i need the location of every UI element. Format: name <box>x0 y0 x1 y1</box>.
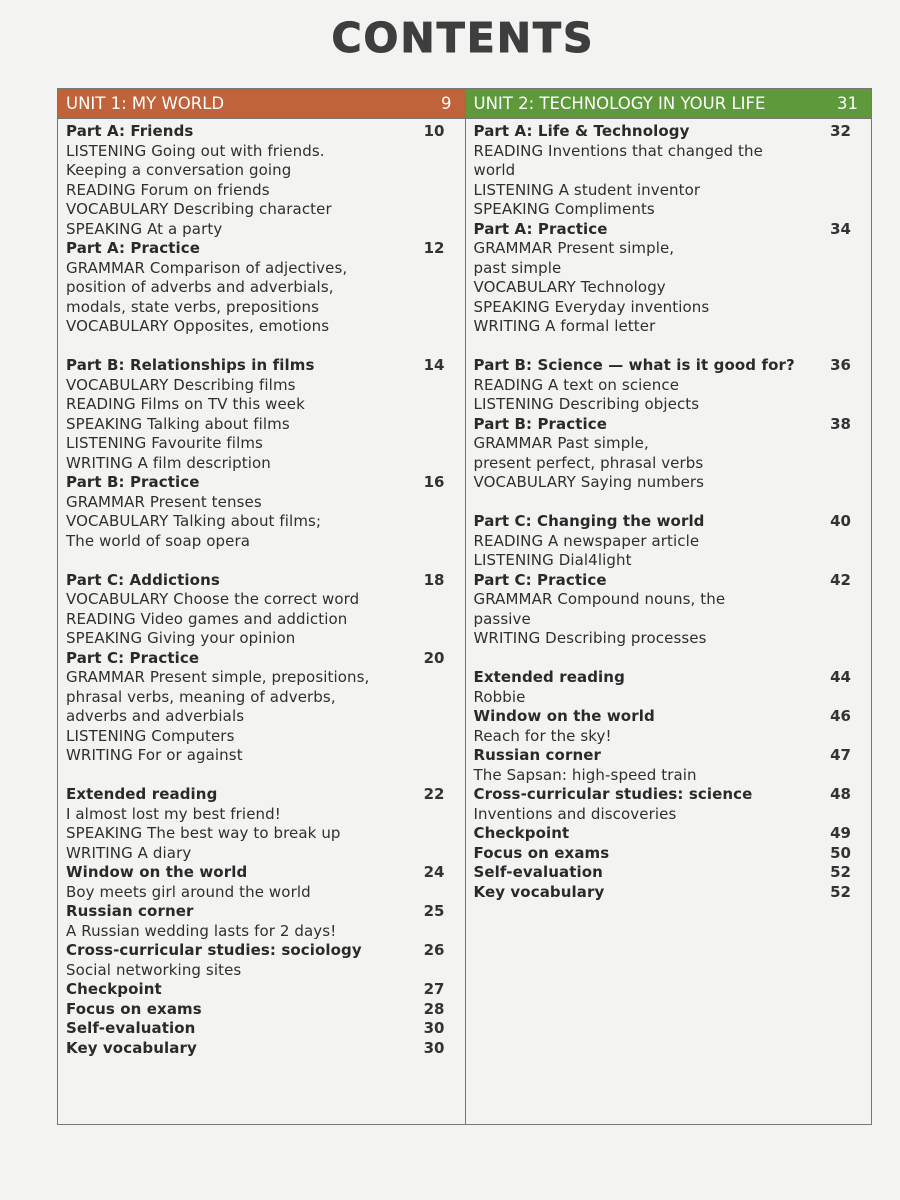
toc-entry <box>474 298 852 318</box>
entry-text: Key vocabulary <box>66 1038 197 1057</box>
toc-entry <box>474 239 852 259</box>
entry-text: WRITING A formal letter <box>473 317 656 335</box>
toc-entry <box>66 805 445 825</box>
toc-entry <box>66 922 445 942</box>
toc-section-heading <box>66 122 445 142</box>
entry-text: Robbie <box>473 687 526 706</box>
toc-entry <box>474 727 852 747</box>
entry-text: LISTENING Computers <box>66 726 235 745</box>
toc-entry <box>66 142 445 162</box>
toc-entry <box>66 200 445 220</box>
toc-section-heading <box>66 902 445 922</box>
toc-section-heading <box>66 356 445 376</box>
toc-entry <box>474 142 852 162</box>
unit-1-header <box>58 89 465 119</box>
entry-text: VOCABULARY Describing films <box>66 375 296 394</box>
toc-entry <box>66 298 445 318</box>
entry-text: Part C: Practice <box>473 570 607 589</box>
entry-text: READING A newspaper article <box>473 531 700 550</box>
toc-section-heading <box>474 785 852 805</box>
entry-page-number: 52 <box>830 882 851 901</box>
entry-text: Focus on exams <box>473 843 610 862</box>
entry-text: phrasal verbs, meaning of adverbs, <box>66 687 336 706</box>
unit-2-title: UNIT 2: TECHNOLOGY IN YOUR LIFE <box>473 94 766 113</box>
toc-section-heading <box>474 356 852 376</box>
entry-page-number: 14 <box>423 356 445 374</box>
toc-entry <box>474 610 852 630</box>
toc-section-heading <box>474 415 852 435</box>
toc-entry <box>66 259 445 279</box>
toc-entry <box>66 415 445 435</box>
entry-page-number: 12 <box>423 239 445 257</box>
toc-entry <box>474 395 852 415</box>
toc-entry <box>474 259 852 279</box>
entry-text: The Sapsan: high-speed train <box>473 765 697 784</box>
spacer <box>474 649 852 669</box>
entry-text: Part A: Practice <box>66 239 200 257</box>
toc-entry <box>66 590 445 610</box>
entry-page-number: 10 <box>423 122 445 140</box>
toc-entry <box>66 824 445 844</box>
entry-text: Part C: Practice <box>66 648 200 667</box>
toc-entry <box>474 278 852 298</box>
entry-text: Part B: Practice <box>66 473 200 491</box>
toc-entry <box>474 473 852 493</box>
entry-text: Window on the world <box>473 707 655 725</box>
toc-entry <box>66 610 445 630</box>
entry-page-number: 20 <box>423 648 445 667</box>
entry-text: Part A: Friends <box>66 122 194 140</box>
toc-entry <box>66 376 445 396</box>
unit-1-title: UNIT 1: MY WORLD <box>66 94 225 113</box>
entry-text: WRITING A film description <box>66 453 271 472</box>
toc-section-heading <box>66 941 445 961</box>
toc-entry <box>66 181 445 201</box>
entry-text: WRITING Describing processes <box>473 629 707 647</box>
toc-section-heading <box>474 512 852 532</box>
entry-page-number: 47 <box>830 746 851 764</box>
toc-section-heading <box>66 239 445 259</box>
toc-entry <box>474 766 852 786</box>
entry-text: world <box>473 161 516 179</box>
entry-text: Part B: Science — what is it good for? <box>473 356 795 374</box>
entry-text: LISTENING A student inventor <box>473 180 701 199</box>
toc-entry <box>474 181 852 201</box>
spacer <box>66 766 445 786</box>
toc-entry <box>66 727 445 747</box>
entry-text: READING Inventions that changed the <box>473 141 763 160</box>
toc-entry <box>66 629 445 649</box>
entry-text: Reach for the sky! <box>473 726 612 745</box>
entry-text: WRITING For or against <box>66 746 243 764</box>
entry-text: Cross-curricular studies: science <box>473 785 753 803</box>
entry-text: GRAMMAR Compound nouns, the <box>473 590 726 608</box>
entry-text: Self-evaluation <box>66 1019 196 1037</box>
entry-text: Part C: Addictions <box>66 570 220 589</box>
toc-entry <box>474 590 852 610</box>
entry-text: LISTENING Dial4light <box>473 551 632 569</box>
toc-entry <box>474 376 852 396</box>
entry-text: SPEAKING Talking about films <box>66 414 290 433</box>
entry-text: Russian corner <box>473 746 601 764</box>
entry-text: SPEAKING Giving your opinion <box>66 629 296 647</box>
page-title: CONTENTS <box>331 14 595 62</box>
entry-text: SPEAKING Compliments <box>473 200 655 218</box>
toc-section-heading <box>474 883 852 903</box>
entry-page-number: 38 <box>830 414 851 433</box>
entry-text: Inventions and discoveries <box>473 804 677 823</box>
entry-page-number: 36 <box>830 356 851 374</box>
toc-entry <box>474 532 852 552</box>
toc-entry <box>474 434 852 454</box>
toc-section-heading <box>474 863 852 883</box>
entry-text: READING A text on science <box>473 375 680 394</box>
entry-text: Extended reading <box>473 668 625 686</box>
toc-section-heading <box>474 844 852 864</box>
toc-entry <box>66 434 445 454</box>
entry-page-number: 22 <box>423 785 445 803</box>
toc-section-heading <box>474 571 852 591</box>
entry-text: VOCABULARY Talking about films; <box>66 512 322 530</box>
toc-entry <box>474 200 852 220</box>
toc-section-heading <box>474 824 852 844</box>
entry-page-number: 30 <box>423 1019 445 1037</box>
unit-2-page: 31 <box>837 94 858 113</box>
toc-entry <box>474 317 852 337</box>
unit-1-entries <box>58 119 465 1058</box>
entry-text: SPEAKING The best way to break up <box>66 824 341 842</box>
entry-text: READING Films on TV this week <box>66 395 305 413</box>
toc-entry <box>474 161 852 181</box>
toc-section-heading <box>66 649 445 669</box>
toc-section-heading <box>474 707 852 727</box>
entry-text: A Russian wedding lasts for 2 days! <box>66 921 337 940</box>
entry-text: modals, state verbs, prepositions <box>66 297 320 316</box>
toc-entry <box>474 551 852 571</box>
toc-entry <box>66 883 445 903</box>
entry-page-number: 50 <box>830 843 851 862</box>
entry-text: GRAMMAR Present simple, prepositions, <box>66 668 370 686</box>
entry-page-number: 25 <box>423 902 445 920</box>
entry-text: adverbs and adverbials <box>66 707 245 725</box>
entry-text: passive <box>473 609 531 628</box>
toc-entry <box>66 844 445 864</box>
spacer <box>474 493 852 513</box>
toc-entry <box>66 746 445 766</box>
spacer <box>66 551 445 571</box>
entry-text: LISTENING Describing objects <box>473 395 700 413</box>
entry-text: Part A: Practice <box>473 219 608 238</box>
entry-text: Extended reading <box>66 785 218 803</box>
toc-section-heading <box>474 746 852 766</box>
entry-text: LISTENING Favourite films <box>66 434 263 452</box>
entry-text: READING Forum on friends <box>66 180 270 199</box>
entry-page-number: 49 <box>830 824 851 842</box>
toc-section-heading <box>474 122 852 142</box>
toc-section-heading <box>66 785 445 805</box>
entry-text: VOCABULARY Describing character <box>66 200 332 218</box>
entry-page-number: 48 <box>830 785 851 803</box>
entry-text: LISTENING Going out with friends. <box>66 141 325 160</box>
entry-text: Self-evaluation <box>473 863 603 881</box>
toc-entry <box>474 805 852 825</box>
entry-text: WRITING A diary <box>66 843 192 862</box>
entry-text: Boy meets girl around the world <box>66 882 311 901</box>
entry-text: READING Video games and addiction <box>66 609 348 628</box>
toc-section-heading <box>66 863 445 883</box>
toc-entry <box>66 454 445 474</box>
entry-text: Keeping a conversation going <box>66 161 292 179</box>
entry-text: VOCABULARY Technology <box>473 278 666 296</box>
entry-text: SPEAKING Everyday inventions <box>473 297 710 316</box>
toc-section-heading <box>66 473 445 493</box>
entry-page-number: 16 <box>423 473 445 491</box>
toc-entry <box>66 512 445 532</box>
toc-entry <box>66 161 445 181</box>
entry-text: Part B: Relationships in films <box>66 356 315 374</box>
entry-page-number: 34 <box>830 219 851 238</box>
entry-text: I almost lost my best friend! <box>66 804 281 823</box>
toc-entry <box>66 688 445 708</box>
entry-text: VOCABULARY Opposites, emotions <box>66 317 330 335</box>
toc-entry <box>66 395 445 415</box>
unit-2-column <box>465 89 872 1124</box>
toc-section-heading <box>66 1000 445 1020</box>
entry-text: The world of soap opera <box>66 531 251 550</box>
entry-page-number: 46 <box>830 707 851 725</box>
entry-text: present perfect, phrasal verbs <box>473 453 704 472</box>
entry-text: GRAMMAR Present simple, <box>473 239 675 257</box>
entry-text: Focus on exams <box>66 999 202 1018</box>
spacer <box>66 337 445 357</box>
toc-section-heading <box>66 1039 445 1059</box>
spacer <box>474 337 852 357</box>
entry-text: Checkpoint <box>473 824 570 842</box>
entry-page-number: 28 <box>423 999 445 1018</box>
unit-1-page: 9 <box>441 94 452 113</box>
toc-section-heading <box>474 668 852 688</box>
entry-text: Social networking sites <box>66 960 242 979</box>
unit-2-entries <box>466 119 872 902</box>
entry-text: GRAMMAR Present tenses <box>66 492 262 511</box>
entry-text: past simple <box>473 258 562 277</box>
toc-entry <box>66 278 445 298</box>
toc-section-heading <box>474 220 852 240</box>
entry-text: Part C: Changing the world <box>473 512 705 530</box>
unit-2-header <box>466 89 872 119</box>
entry-text: VOCABULARY Saying numbers <box>473 473 705 491</box>
entry-page-number: 30 <box>423 1038 445 1057</box>
toc-section-heading <box>66 980 445 1000</box>
toc-entry <box>474 688 852 708</box>
entry-page-number: 32 <box>830 122 851 140</box>
contents-table <box>57 88 872 1125</box>
entry-page-number: 27 <box>423 980 445 998</box>
toc-entry <box>66 961 445 981</box>
entry-page-number: 18 <box>423 570 445 589</box>
entry-page-number: 42 <box>830 570 851 589</box>
entry-page-number: 40 <box>830 512 851 530</box>
toc-entry <box>66 532 445 552</box>
entry-page-number: 26 <box>423 941 445 959</box>
entry-text: Key vocabulary <box>473 882 605 901</box>
entry-text: VOCABULARY Choose the correct word <box>66 590 360 608</box>
entry-page-number: 44 <box>830 668 851 686</box>
entry-text: GRAMMAR Past simple, <box>473 434 649 452</box>
unit-1-column <box>58 89 465 1124</box>
entry-text: Window on the world <box>66 863 248 881</box>
toc-entry <box>66 668 445 688</box>
entry-text: GRAMMAR Comparison of adjectives, <box>66 258 348 277</box>
toc-entry <box>66 220 445 240</box>
entry-text: Part A: Life & Technology <box>473 122 690 140</box>
toc-entry <box>474 629 852 649</box>
toc-section-heading <box>66 571 445 591</box>
entry-page-number: 52 <box>830 863 851 881</box>
toc-entry <box>66 493 445 513</box>
entry-text: Part B: Practice <box>473 414 608 433</box>
entry-text: Checkpoint <box>66 980 162 998</box>
toc-entry <box>66 317 445 337</box>
toc-entry <box>474 454 852 474</box>
entry-page-number: 24 <box>423 863 445 881</box>
toc-entry <box>66 707 445 727</box>
entry-text: Cross-curricular studies: sociology <box>66 941 362 959</box>
toc-section-heading <box>66 1019 445 1039</box>
entry-text: Russian corner <box>66 902 194 920</box>
entry-text: SPEAKING At a party <box>66 219 223 238</box>
entry-text: position of adverbs and adverbials, <box>66 278 334 296</box>
